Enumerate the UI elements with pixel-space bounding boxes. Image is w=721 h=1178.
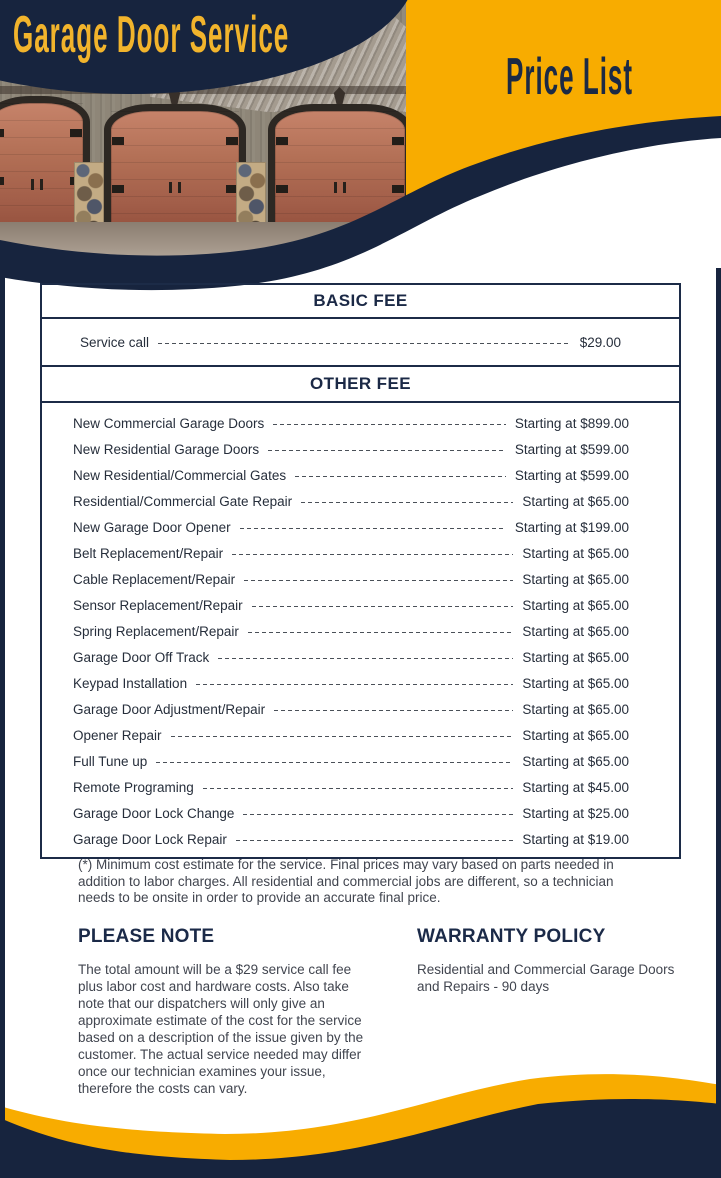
dashed-leader xyxy=(158,343,571,344)
warranty-title: WARRANTY POLICY xyxy=(417,926,606,947)
service-label: Garage Door Adjustment/Repair xyxy=(73,701,266,717)
service-price: Starting at $65.00 xyxy=(522,493,629,509)
fee-row xyxy=(42,488,679,514)
service-label: Garage Door Off Track xyxy=(73,649,210,665)
dashed-leader xyxy=(203,788,514,789)
dashed-leader xyxy=(218,658,513,659)
service-label: Opener Repair xyxy=(73,727,162,743)
page-title: Price List xyxy=(506,48,634,106)
service-label: Remote Programing xyxy=(73,779,194,795)
dashed-leader xyxy=(248,632,514,633)
fee-row xyxy=(42,540,679,566)
page-border-right xyxy=(716,268,721,1178)
service-label: Garage Door Lock Repair xyxy=(73,831,227,847)
service-price: Starting at $65.00 xyxy=(522,727,629,743)
service-label: Belt Replacement/Repair xyxy=(73,545,224,561)
service-price: Starting at $65.00 xyxy=(522,571,629,587)
brand-title: Garage Door Service xyxy=(13,6,290,64)
basic-fee-row xyxy=(42,319,679,365)
service-label: Sensor Replacement/Repair xyxy=(73,597,243,613)
fee-row xyxy=(42,800,679,826)
footnote: (*) Minimum cost estimate for the service. Final prices may vary based on parts needed in addition to labor charges. All residential and commercial jobs are different, so a technician needs to be onsite in order to provide an accurate final price. xyxy=(78,857,614,905)
fee-row xyxy=(42,410,679,436)
service-label: Full Tune up xyxy=(73,753,148,769)
service-label: Garage Door Lock Change xyxy=(73,805,235,821)
service-label: New Garage Door Opener xyxy=(73,519,231,535)
fee-row xyxy=(42,826,679,852)
footer-wave xyxy=(0,1058,721,1178)
service-label: Cable Replacement/Repair xyxy=(73,571,236,587)
service-label: Spring Replacement/Repair xyxy=(73,623,239,639)
service-price: Starting at $65.00 xyxy=(522,753,629,769)
dashed-leader xyxy=(301,502,513,503)
fee-row xyxy=(42,748,679,774)
dashed-leader xyxy=(171,736,514,737)
dashed-leader xyxy=(244,580,513,581)
fee-row xyxy=(42,670,679,696)
warranty-body: Residential and Commercial Garage Doors and Repairs - 90 days xyxy=(417,962,675,994)
service-price: Starting at $199.00 xyxy=(514,519,629,535)
service-price: Starting at $599.00 xyxy=(514,441,629,457)
fee-row xyxy=(42,696,679,722)
service-price: Starting at $599.00 xyxy=(514,467,629,483)
fee-row xyxy=(42,514,679,540)
fee-row xyxy=(42,436,679,462)
dashed-leader xyxy=(273,424,506,425)
service-label: Service call xyxy=(80,334,150,350)
dashed-leader xyxy=(252,606,514,607)
fee-row xyxy=(42,462,679,488)
service-price: Starting at $65.00 xyxy=(522,623,629,639)
service-price: Starting at $25.00 xyxy=(522,805,629,821)
dashed-leader xyxy=(243,814,513,815)
service-label: Keypad Installation xyxy=(73,675,188,691)
warranty-section xyxy=(417,926,693,995)
dashed-leader xyxy=(274,710,513,711)
fee-table xyxy=(40,283,681,859)
dashed-leader xyxy=(236,840,514,841)
service-label: Residential/Commercial Gate Repair xyxy=(73,493,293,509)
dashed-leader xyxy=(240,528,506,529)
service-price: $29.00 xyxy=(579,334,621,350)
please-note-body: The total amount will be a $29 service call fee plus labor cost and hardware costs. Also take note that our dispatchers will only give an approximate estimate of the cost for the service based on a description of the issue given by the customer. The actual service needed may differ once our technician examines your issue, therefore the costs can vary. xyxy=(78,962,364,1096)
fee-row xyxy=(42,644,679,670)
service-label: New Residential Garage Doors xyxy=(73,441,260,457)
other-fee-list xyxy=(42,403,679,857)
dashed-leader xyxy=(156,762,513,763)
basic-fee-header: BASIC FEE xyxy=(42,285,679,319)
other-fee-header: OTHER FEE xyxy=(42,365,679,403)
service-price: Starting at $65.00 xyxy=(522,675,629,691)
header-wave xyxy=(0,0,721,300)
service-label: New Commercial Garage Doors xyxy=(73,415,265,431)
service-price: Starting at $45.00 xyxy=(522,779,629,795)
header xyxy=(0,0,721,300)
service-price: Starting at $65.00 xyxy=(522,545,629,561)
service-price: Starting at $65.00 xyxy=(522,701,629,717)
service-price: Starting at $899.00 xyxy=(514,415,629,431)
dashed-leader xyxy=(295,476,506,477)
fee-row xyxy=(42,566,679,592)
dashed-leader xyxy=(196,684,513,685)
service-label: New Residential/Commercial Gates xyxy=(73,467,287,483)
dashed-leader xyxy=(268,450,506,451)
fee-row xyxy=(42,618,679,644)
service-price: Starting at $65.00 xyxy=(522,649,629,665)
dashed-leader xyxy=(232,554,513,555)
fee-row xyxy=(42,592,679,618)
fee-row xyxy=(42,722,679,748)
page-border-left xyxy=(0,274,5,1178)
service-price: Starting at $19.00 xyxy=(522,831,629,847)
fee-row xyxy=(42,774,679,800)
service-price: Starting at $65.00 xyxy=(522,597,629,613)
please-note-title: PLEASE NOTE xyxy=(78,926,215,947)
